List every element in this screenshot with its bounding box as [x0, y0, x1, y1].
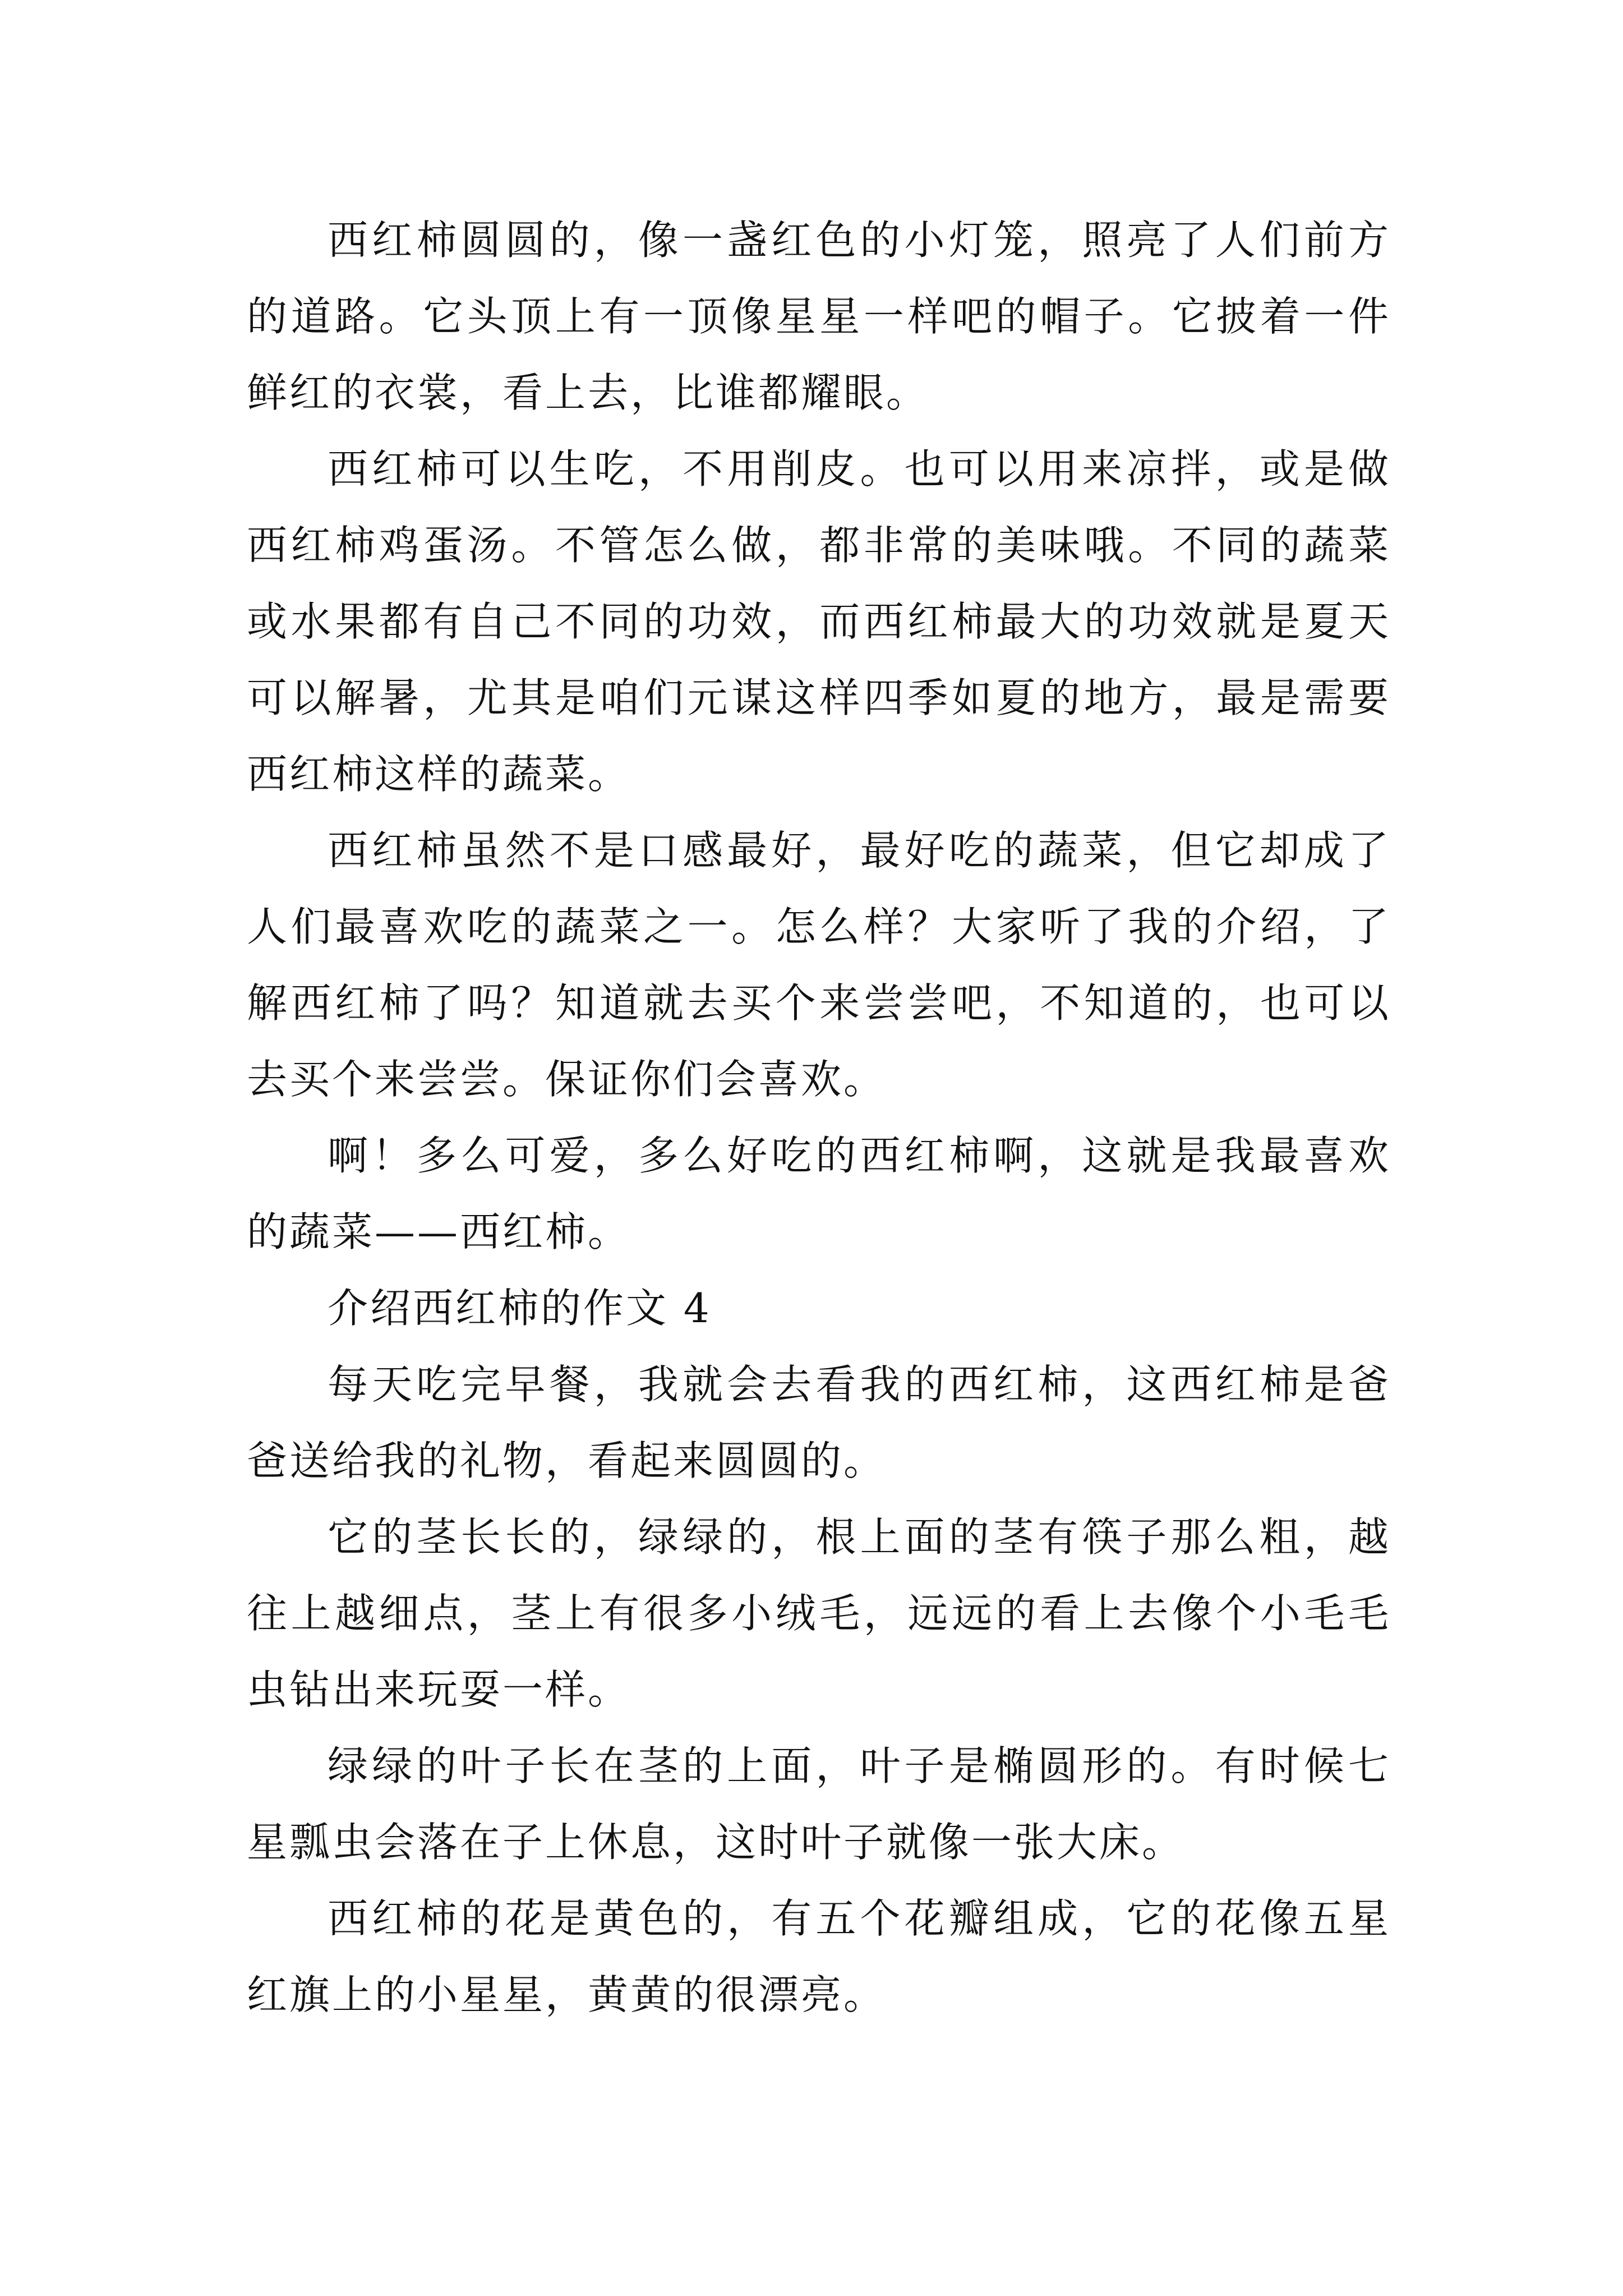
paragraph: 啊！多么可爱，多么好吃的西红柿啊，这就是我最喜欢的蔬菜——西红柿。	[247, 1132, 1391, 1255]
paragraph: 西红柿虽然不是口感最好，最好吃的蔬菜，但它却成了人们最喜欢吃的蔬菜之一。怎么样？大家听了我的介绍，了解西红柿了吗？知道就去买个来尝尝吧，不知道的，也可以去买个来尝尝。保证你们会喜欢。	[247, 827, 1391, 1103]
document-body	[247, 202, 1391, 2033]
section-heading: 介绍西红柿的作文 4	[328, 1285, 712, 1332]
paragraph: 绿绿的叶子长在茎的上面，叶子是椭圆形的。有时候七星瓢虫会落在子上休息，这时叶子就像一张大床。	[247, 1742, 1391, 1866]
paragraph: 西红柿可以生吃，不用削皮。也可以用来凉拌，或是做西红柿鸡蛋汤。不管怎么做，都非常的美味哦。不同的蔬菜或水果都有自己不同的功效，而西红柿最大的功效就是夏天可以解暑，尤其是咱们元谋这样四季如夏的地方，最是需要西红柿这样的蔬菜。	[247, 445, 1391, 798]
paragraph: 西红柿圆圆的，像一盏红色的小灯笼，照亮了人们前方的道路。它头顶上有一顶像星星一样吧的帽子。它披着一件鲜红的衣裳，看上去，比谁都耀眼。	[247, 217, 1391, 416]
paragraph: 西红柿的花是黄色的，有五个花瓣组成，它的花像五星红旗上的小星星，黄黄的很漂亮。	[247, 1895, 1391, 2018]
paragraph: 每天吃完早餐，我就会去看我的西红柿，这西红柿是爸爸送给我的礼物，看起来圆圆的。	[247, 1361, 1391, 1484]
paragraph: 它的茎长长的，绿绿的，根上面的茎有筷子那么粗，越往上越细点，茎上有很多小绒毛，远远的看上去像个小毛毛虫钻出来玩耍一样。	[247, 1513, 1391, 1713]
